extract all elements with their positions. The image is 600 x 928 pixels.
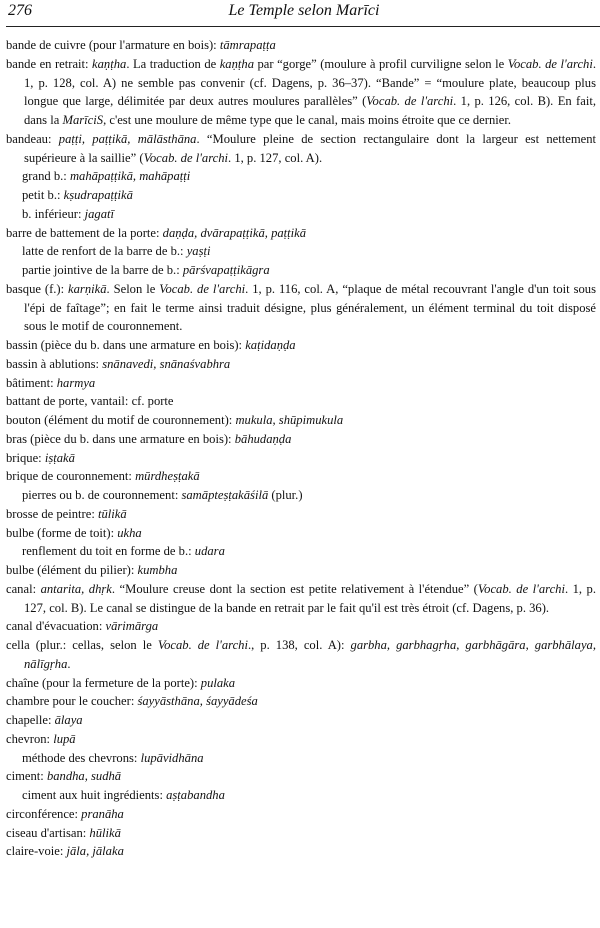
- entry-definition: par “gorge” (moulure à profil curviligne selon le: [254, 56, 508, 71]
- sanskrit-terms: garbha, garbhagṛha, garbhāgāra, garbhālaya, nālīgṛha: [24, 638, 596, 671]
- entry-italic: kaṇṭha: [219, 56, 254, 71]
- glossary-entry: [6, 411, 596, 430]
- sanskrit-terms: lupāvidhāna: [140, 750, 204, 765]
- glossary-entry: [6, 842, 596, 861]
- entry-definition: . 1, p. 126, col. B). En fait, dans la: [24, 94, 596, 127]
- glossary-entry: [6, 374, 596, 393]
- sanskrit-terms: tūlikā: [97, 506, 127, 521]
- sanskrit-terms: iṣṭakā: [44, 450, 75, 465]
- glossary-entry: [6, 130, 596, 168]
- sanskrit-terms: yaṣṭi: [186, 244, 211, 259]
- entry-italic: Vocab. de l'archi: [507, 56, 593, 71]
- entry-headword: ciseau d'artisan:: [6, 825, 87, 840]
- entry-headword: latte de renfort de la barre de b.:: [22, 244, 184, 259]
- sanskrit-terms: pulaka: [200, 675, 236, 690]
- entry-headword: canal:: [6, 581, 37, 596]
- glossary-entry: [6, 711, 596, 730]
- glossary-subentry: [6, 261, 596, 280]
- entry-headword: chaîne (pour la fermeture de la porte):: [6, 675, 198, 690]
- entry-headword: chevron:: [6, 731, 51, 746]
- sanskrit-terms: jagatī: [84, 206, 114, 221]
- entry-headword: bandeau:: [6, 131, 52, 146]
- glossary-entry: [6, 805, 596, 824]
- entry-headword: bulbe (élément du pilier):: [6, 563, 135, 577]
- glossary-entry: [6, 355, 596, 374]
- sanskrit-terms: mukula, shūpimukula: [235, 413, 344, 427]
- glossary-subentry: [6, 542, 596, 561]
- glossary-entry: [6, 336, 596, 355]
- sanskrit-terms: kumbha: [137, 563, 178, 577]
- glossary-entry: [6, 505, 596, 524]
- entry-italic: Vocab. de l'archi: [159, 281, 246, 296]
- entry-italic: Vocab. de l'archi: [366, 94, 454, 109]
- glossary-entry: [6, 730, 596, 749]
- entry-headword: basque (f.):: [6, 281, 65, 296]
- sanskrit-terms: kaṭidaṇḍa: [245, 338, 296, 352]
- glossary-entry: [6, 280, 596, 336]
- sanskrit-terms: ālaya: [54, 713, 83, 727]
- entry-definition: . Selon le: [106, 281, 160, 296]
- entry-headword: renflement du toit en forme de b.:: [22, 544, 192, 559]
- entry-headword: battant de porte, vantail:: [6, 394, 129, 409]
- glossary-entry: [6, 449, 596, 468]
- glossary-entry: [6, 224, 596, 243]
- entry-definition: . 1, p. 127, col. A).: [228, 150, 323, 165]
- sanskrit-terms: daṇḍa, dvārapaṭṭikā, paṭṭikā: [162, 225, 307, 240]
- glossary-subentry: [6, 486, 596, 505]
- entry-definition: . 1, p. 128, col. A) ne semble pas convenir (cf. Dagens, p. 36–37). “Bande” = “moulure plate, beaucoup plus longue que large, délimitée par deux autres moulures parallèles” (: [24, 56, 596, 109]
- sanskrit-terms: tāmrapaṭṭa: [219, 38, 276, 52]
- sanskrit-terms: ukha: [117, 525, 142, 540]
- entry-headword: bâtiment:: [6, 375, 54, 390]
- sanskrit-terms: samāpteṣṭakāśilā: [181, 488, 269, 502]
- entry-headword: partie jointive de la barre de b.:: [22, 263, 180, 277]
- entry-definition: . 1, p. 116, col. A, “plaque de métal recouvrant l'angle d'un toit sous l'épi de faîtage”; en fait le terme ainsi traduit désigne, plus généralement, un élément terminal du toit disposé sous le motif de couronnement.: [24, 281, 596, 334]
- entry-headword: brique de couronnement:: [6, 469, 132, 484]
- page-header: [8, 2, 600, 26]
- sanskrit-terms: bandha, sudhā: [46, 769, 122, 784]
- glossary-entry: [6, 767, 596, 786]
- entry-definition: . La traduction de: [126, 56, 220, 71]
- glossary-subentry: [6, 749, 596, 768]
- sanskrit-terms: jāla, jālaka: [66, 844, 124, 859]
- glossary-subentry: [6, 167, 596, 186]
- glossary-entry: [6, 55, 596, 130]
- entry-headword: b. inférieur:: [22, 206, 82, 221]
- entry-headword: bassin (pièce du b. dans une armature en bois):: [6, 338, 243, 352]
- sanskrit-terms: pārśvapaṭṭikāgra: [182, 263, 270, 277]
- glossary-entry: [6, 824, 596, 843]
- entry-definition: . “Moulure pleine de section rectangulaire dont la largeur est nettement supérieure à la saillie” (: [24, 131, 597, 165]
- entry-definition: .: [67, 656, 71, 671]
- glossary-entry: [6, 467, 596, 486]
- sanskrit-terms: vārimārga: [105, 619, 159, 634]
- entry-headword: bande de cuivre (pour l'armature en bois):: [6, 38, 217, 52]
- running-title: Le Temple selon Marīci: [228, 2, 380, 19]
- entry-headword: bulbe (forme de toit):: [6, 525, 115, 540]
- glossary-entry: [6, 617, 596, 636]
- entry-headword: circonférence:: [6, 806, 79, 821]
- entry-headword: pierres ou b. de couronnement:: [22, 488, 179, 502]
- entry-headword: barre de battement de la porte:: [6, 225, 160, 240]
- entry-definition: . “Moulure creuse dont la section est petite relativement à l'étendue” (: [111, 581, 478, 596]
- glossary-subentry: [6, 786, 596, 805]
- entry-headword: chambre pour le coucher:: [6, 694, 135, 709]
- sanskrit-terms: paṭṭi, paṭṭikā, mālāsthāna: [58, 131, 197, 146]
- header-rule: [6, 26, 600, 27]
- sanskrit-terms: harmya: [56, 375, 96, 390]
- sanskrit-terms: lupā: [53, 731, 76, 746]
- entry-headword: chapelle:: [6, 713, 52, 727]
- sanskrit-terms: karṇikā: [68, 281, 107, 296]
- entry-definition: . 1, p. 127, col. B). Le canal se distingue de la bande en retrait par le fait qu'il est très étroit (cf. Dagens, p. 36).: [24, 581, 596, 615]
- entry-headword: claire-voie:: [6, 844, 64, 859]
- glossary-entry: [6, 636, 596, 674]
- sanskrit-terms: kaṇṭha: [92, 56, 127, 71]
- sanskrit-terms: mahāpaṭṭikā, mahāpaṭṭi: [69, 169, 191, 184]
- entry-reference: Vocab. de l'archi: [157, 638, 248, 652]
- entry-headword: brosse de peintre:: [6, 506, 95, 521]
- entry-headword: canal d'évacuation:: [6, 619, 103, 634]
- glossary-entry: [6, 36, 596, 55]
- glossary-entry: [6, 580, 596, 618]
- glossary-entry: [6, 692, 596, 711]
- sanskrit-terms: snānavedi, snānaśvabhra: [102, 356, 231, 371]
- sanskrit-terms: udara: [194, 544, 225, 559]
- entry-headword: bouton (élément du motif de couronnement):: [6, 413, 233, 427]
- sanskrit-terms: mūrdheṣṭakā: [135, 469, 200, 484]
- entry-italic: Vocab. de l'archi: [477, 581, 565, 596]
- entry-headword: grand b.:: [22, 169, 67, 184]
- glossary-subentry: [6, 205, 596, 224]
- page-number: 276: [8, 2, 32, 19]
- entry-italic: MarīciS: [62, 113, 104, 127]
- entry-headword: ciment aux huit ingrédients:: [22, 788, 163, 802]
- glossary-entry: [6, 430, 596, 449]
- glossary-subentry: [6, 186, 596, 205]
- entry-headword: bras (pièce du b. dans une armature en bois):: [6, 431, 232, 446]
- glossary-entry: [6, 561, 596, 580]
- entry-headword: méthode des chevrons:: [22, 750, 138, 765]
- entry-headword: ciment:: [6, 769, 44, 784]
- entry-headword-cont: ., p. 138, col. A):: [247, 638, 345, 652]
- entry-note: (plur.): [268, 488, 303, 502]
- sanskrit-terms: bāhudaṇḍa: [234, 431, 292, 446]
- glossary-entry: [6, 524, 596, 543]
- entry-headword: bande en retrait:: [6, 56, 89, 71]
- entry-italic: Vocab. de l'archi: [143, 150, 229, 165]
- glossary-body: [6, 36, 596, 861]
- entry-headword: cella (plur.: cellas, selon le: [6, 638, 158, 652]
- sanskrit-terms: aṣṭabandha: [166, 788, 225, 802]
- glossary-subentry: [6, 242, 596, 261]
- entry-definition: , c'est une moulure de même type que le canal, mais moins étroite que ce dernier.: [103, 113, 511, 127]
- sanskrit-terms: kṣudrapaṭṭikā: [63, 188, 133, 202]
- sanskrit-terms: pranāha: [81, 806, 124, 821]
- glossary-entry: [6, 674, 596, 693]
- sanskrit-terms: śayyāsthāna, śayyādeśa: [137, 694, 258, 709]
- entry-headword: brique:: [6, 450, 42, 465]
- glossary-entry: [6, 392, 596, 411]
- sanskrit-terms: antarita, dhṛk: [40, 581, 112, 596]
- entry-headword: bassin à ablutions:: [6, 356, 100, 371]
- sanskrit-terms: hūlikā: [89, 825, 121, 840]
- cross-reference: cf. porte: [131, 394, 174, 409]
- entry-headword: petit b.:: [22, 188, 61, 202]
